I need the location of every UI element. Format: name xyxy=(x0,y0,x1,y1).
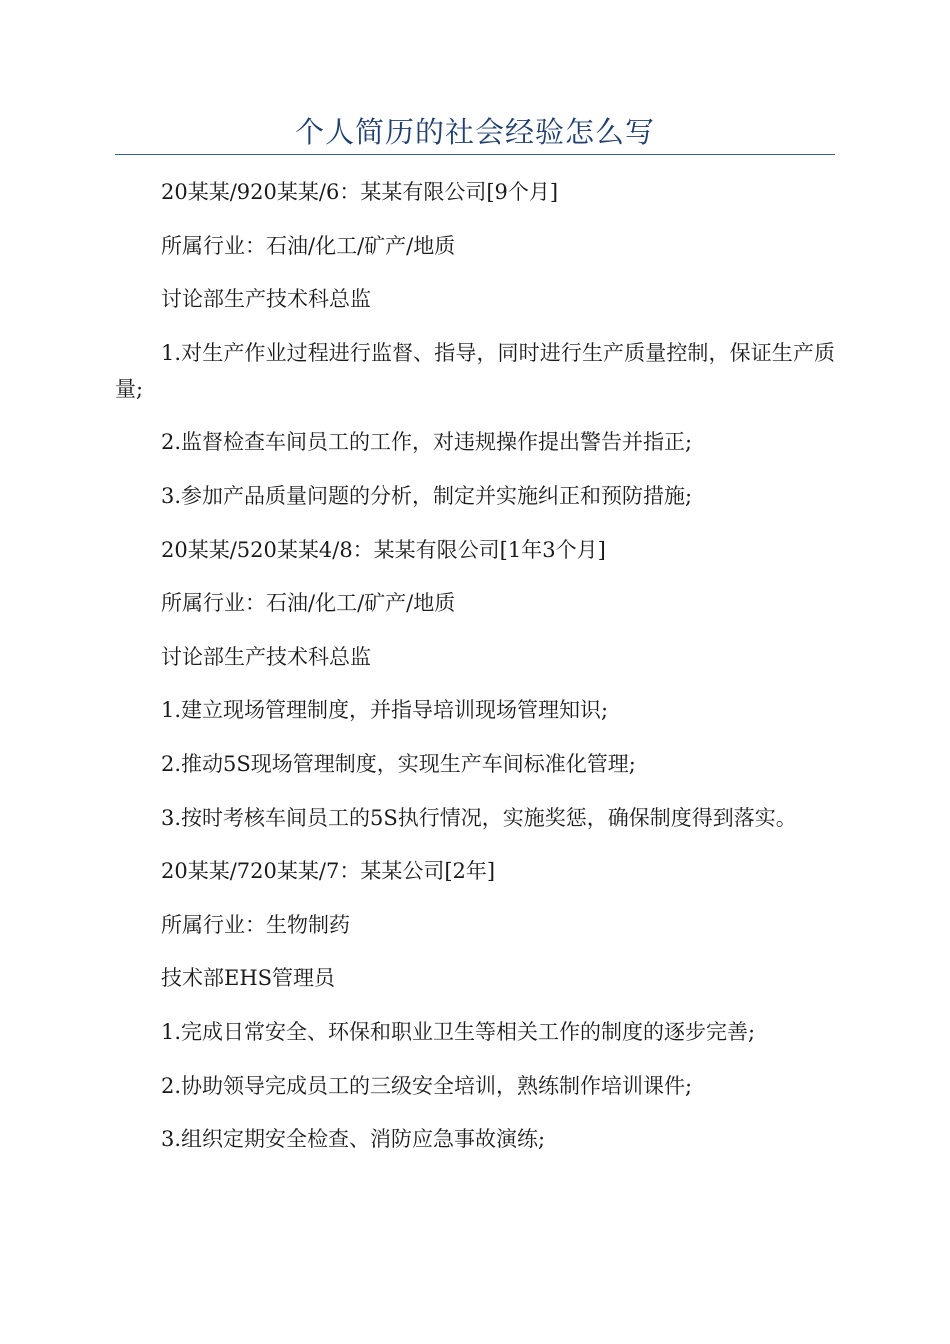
paragraph-job3-duty1: 1.完成日常安全、环保和职业卫生等相关工作的制度的逐步完善; xyxy=(161,1019,756,1044)
paragraph-job1-position: 讨论部生产技术科总监 xyxy=(161,287,371,312)
paragraph-job3-industry: 所属行业：生物制药 xyxy=(161,912,350,937)
paragraph-job1-duty2: 2.监督检查车间员工的工作，对违规操作提出警告并指正; xyxy=(161,430,693,455)
paragraph-job2-duty1: 1.建立现场管理制度，并指导培训现场管理知识; xyxy=(161,698,609,723)
paragraph-job1-duty1: 1.对生产作业过程进行监督、指导，同时进行生产质量控制，保证生产质量; xyxy=(115,340,835,401)
paragraph-job3-duty2: 2.协助领导完成员工的三级安全培训，熟练制作培训课件; xyxy=(161,1073,693,1098)
paragraph-job1-period: 20某某/920某某/6：某某有限公司[9个月] xyxy=(161,180,559,204)
title-underline xyxy=(115,154,835,155)
paragraph-job2-duty3: 3.按时考核车间员工的5S执行情况，实施奖惩，确保制度得到落实。 xyxy=(161,805,797,830)
paragraph-job1-industry: 所属行业：石油/化工/矿产/地质 xyxy=(161,233,456,258)
paragraph-job2-industry: 所属行业：石油/化工/矿产/地质 xyxy=(161,591,456,616)
document-title: 个人简历的社会经验怎么写 xyxy=(294,115,655,149)
paragraph-job2-position: 讨论部生产技术科总监 xyxy=(161,644,371,669)
paragraph-job2-period: 20某某/520某某4/8：某某有限公司[1年3个月] xyxy=(161,537,606,562)
document-body xyxy=(115,174,835,1175)
paragraph-job3-position: 技术部EHS管理员 xyxy=(161,966,336,991)
paragraph-job2-duty2: 2.推动5S现场管理制度，实现生产车间标准化管理; xyxy=(161,751,636,776)
paragraph-job3-duty3: 3.组织定期安全检查、消防应急事故演练; xyxy=(161,1127,546,1152)
paragraph-job1-duty3: 3.参加产品质量问题的分析，制定并实施纠正和预防措施; xyxy=(161,483,693,508)
paragraph-job3-period: 20某某/720某某/7：某某公司[2年] xyxy=(161,859,496,884)
